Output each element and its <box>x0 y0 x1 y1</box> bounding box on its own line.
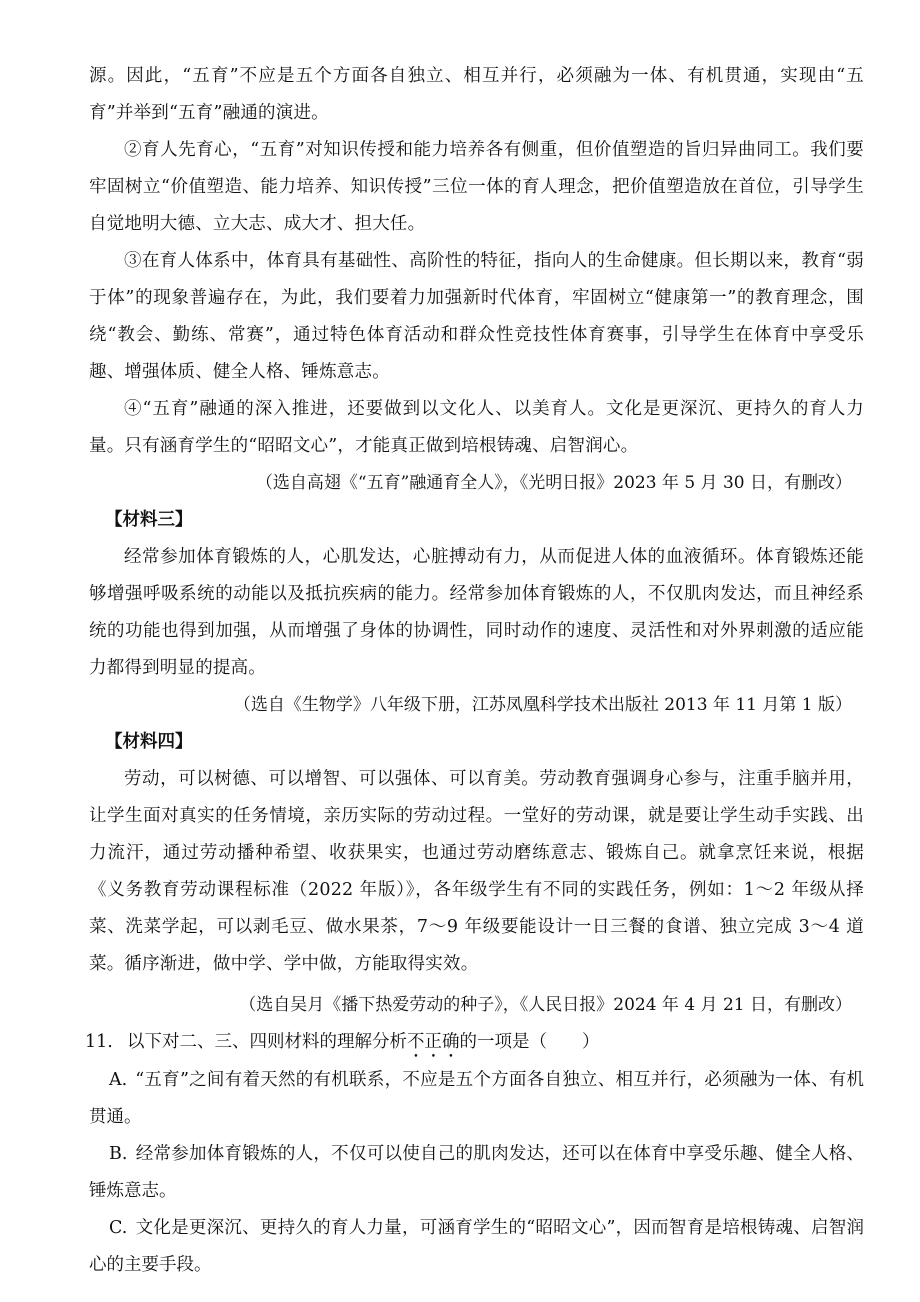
material3-title: 【材料三】 <box>105 510 193 530</box>
question-stem-emphasis: 不正确 <box>407 1032 460 1052</box>
material4-body: 劳动，可以树德、可以增智、可以强体、可以育美。劳动教育强调身心参与，注重手脑并用，让学生面对真实的任务情境，亲历实际的劳动过程。一堂好的劳动课，就是要让学生动手实践、出力流汗，通过劳动播种希望、收获果实，也通过劳动磨练意志、锻炼自己。就拿烹饪来说，根据《义务教育劳动课程标准（2022 年版）》，各年级学生有不同的实践任务，例如：1～2 年级从择菜、洗菜学起，可以剥毛豆、做水果茶，7～9 年级要能设计一日三餐的食谱、独立完成 3～4 道菜。循序渐进，做中学、学中做，方能取得实效。 <box>89 769 864 974</box>
material2-point-4: ④“五育”融通的深入推进，还要做到以文化人、以美育人。文化是更深沉、更持久的育人力量。只有涵育学生的“昭昭文心”，才能真正做到培根铸魂、启智润心。 <box>89 399 864 456</box>
question-stem <box>85 1024 864 1062</box>
option-b[interactable] <box>89 1136 864 1210</box>
option-c-text: 文化是更深沉、更持久的育人力量，可涵育学生的“昭昭文心”，因而智育是培根铸魂、启智润心的主要手段。 <box>89 1218 864 1275</box>
material3-source: （选自《生物学》八年级下册，江苏凤凰科学技术出版社 2013 年 11 月第 1 版） <box>233 695 852 715</box>
option-a-letter: A. <box>109 1070 128 1090</box>
material2-point-3: ③在育人体系中，体育具有基础性、高阶性的特征，指向人的生命健康。但长期以来，教育“弱于体”的现象普遍存在，为此，我们要着力加强新时代体育，牢固树立“健康第一”的教育理念，围绕“教会、勤练、常赛”，通过特色体育活动和群众性竞技性体育赛事，引导学生在体育中享受乐趣、增强体质、健全人格、锤炼意志。 <box>89 251 864 382</box>
question-stem-after: 的一项是（ ） <box>459 1032 600 1052</box>
document-page <box>85 58 864 1284</box>
option-c[interactable] <box>89 1210 864 1284</box>
option-b-text: 经常参加体育锻炼的人，不仅可以使自己的肌肉发达，还可以在体育中享受乐趣、健全人格、锤炼意志。 <box>89 1144 864 1201</box>
material2-point-2: ②育人先育心，“五育”对知识传授和能力培养各有侧重，但价值塑造的旨归异曲同工。我们要牢固树立“价值塑造、能力培养、知识传授”三位一体的育人理念，把价值塑造放在首位，引导学生自觉地明大德、立大志、成大才、担大任。 <box>89 140 864 234</box>
question-stem-before: 以下对二、三、四则材料的理解分析 <box>127 1032 407 1052</box>
material4-title: 【材料四】 <box>105 732 193 752</box>
material3-body: 经常参加体育锻炼的人，心肌发达，心脏搏动有力，从而促进人体的血液循环。体育锻炼还能够增强呼吸系统的动能以及抵抗疾病的能力。经常参加体育锻炼的人，不仅肌肉发达，而且神经系统的功能也得到加强，从而增强了身体的协调性，同时动作的速度、灵活性和对外界刺激的适应能力都得到明显的提高。 <box>89 547 864 678</box>
question-number: 11. <box>85 1032 113 1052</box>
continuation-paragraph: 源。因此，“五育”不应是五个方面各自独立、相互并行，必须融为一体、有机贯通，实现由“五育”并举到“五育”融通的演进。 <box>89 66 864 123</box>
option-c-letter: C. <box>109 1218 128 1238</box>
option-a-text: “五育”之间有着天然的有机联系，不应是五个方面各自独立、相互并行，必须融为一体、有机贯通。 <box>89 1070 864 1127</box>
option-b-letter: B. <box>109 1144 128 1164</box>
option-a[interactable] <box>89 1062 864 1136</box>
material4-source: （选自吴月《播下热爱劳动的种子》，《人民日报》2024 年 4 月 21 日，有删改） <box>239 995 852 1015</box>
material2-source: （选自高翅《“五育”融通育全人》，《光明日报》2023 年 5 月 30 日，有删改） <box>255 473 852 493</box>
